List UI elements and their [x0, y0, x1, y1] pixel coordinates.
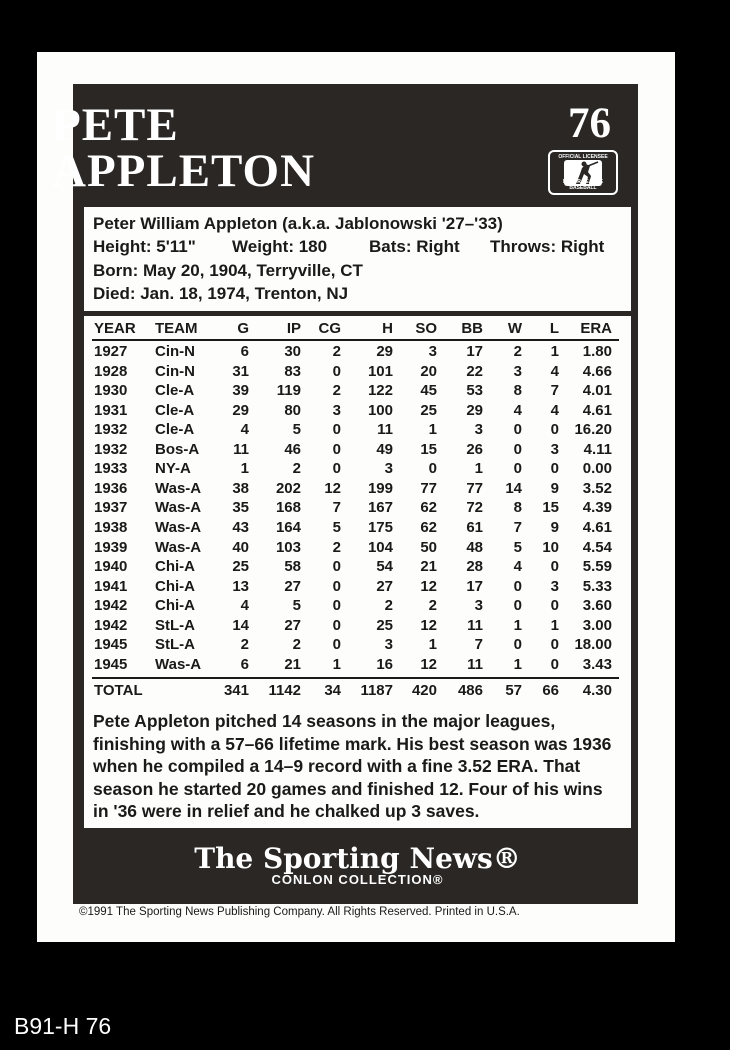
total-g: 341 [223, 682, 249, 699]
career-summary: Pete Appleton pitched 14 seasons in the major leagues, finishing with a 57–66 lifetime mark. His best season was 1936 when he compiled a 14–9 record with a fine 3.52 ERA. That season he started 20 games and finished 12. Four of his wins in '36 were in relief and he chalked up 3 saves. [93, 711, 612, 821]
cell-cg: 3 [332, 401, 341, 419]
cell-team: Cin-N [155, 343, 195, 360]
cell-g: 39 [232, 382, 249, 400]
header-team: TEAM [155, 320, 198, 337]
cell-cg: 2 [332, 382, 341, 400]
cell-h: 104 [367, 538, 393, 556]
cell-year: 1941 [94, 577, 128, 595]
cell-w: 0 [513, 421, 522, 439]
header-bb: BB [461, 320, 483, 337]
throws: Throws: Right [490, 237, 605, 256]
card-number: 76 [568, 100, 611, 147]
header-so: SO [415, 320, 437, 337]
cell-l: 1 [550, 343, 559, 360]
sporting-news-logo [84, 842, 631, 887]
cell-cg: 0 [332, 460, 341, 478]
cell-l: 9 [550, 479, 559, 497]
cell-w: 0 [513, 597, 522, 615]
cell-h: 122 [367, 382, 393, 400]
cell-cg: 0 [332, 636, 341, 654]
cell-ip: 58 [284, 558, 301, 576]
total-bb: 486 [457, 682, 483, 699]
born: Born: May 20, 1904, Terryville, CT [93, 261, 363, 280]
scan-label: B91-H 76 [14, 1013, 112, 1039]
cell-bb: 22 [466, 362, 483, 380]
cell-l: 0 [550, 558, 559, 576]
height: Height: 5'11" [93, 237, 196, 256]
cell-bb: 7 [474, 636, 483, 654]
cell-era: 18.00 [574, 636, 612, 654]
bio-info-box [84, 207, 631, 311]
cell-era: 4.66 [582, 362, 612, 380]
cell-so: 15 [420, 440, 437, 458]
cell-l: 0 [550, 636, 559, 654]
cell-cg: 2 [332, 538, 341, 556]
cell-g: 25 [232, 558, 249, 576]
cell-ip: 5 [292, 597, 301, 615]
cell-w: 4 [513, 558, 522, 576]
cell-so: 12 [420, 616, 437, 634]
cell-so: 50 [420, 538, 437, 556]
cell-era: 3.60 [582, 597, 612, 615]
cell-w: 1 [513, 655, 522, 673]
cell-so: 25 [420, 401, 437, 419]
cell-team: Chi-A [155, 558, 195, 576]
cell-g: 43 [232, 518, 249, 536]
cell-ip: 27 [284, 616, 301, 634]
cell-ip: 164 [275, 518, 301, 536]
logo-top-text: OFFICIAL LICENSEE [558, 154, 608, 160]
cell-g: 40 [232, 538, 249, 556]
cell-ip: 30 [284, 343, 301, 360]
cell-l: 7 [550, 382, 559, 400]
cell-so: 0 [428, 460, 437, 478]
cell-so: 20 [420, 362, 437, 380]
header-cg: CG [318, 320, 341, 337]
cell-h: 11 [377, 421, 393, 439]
cell-ip: 119 [276, 382, 301, 400]
cell-era: 5.33 [582, 577, 612, 595]
total-l: 66 [542, 682, 559, 699]
total-year: TOTAL [94, 682, 143, 699]
cell-bb: 77 [466, 479, 483, 497]
cell-cg: 0 [332, 616, 341, 634]
cell-year: 1927 [94, 343, 128, 360]
cell-h: 199 [367, 479, 393, 497]
total-era: 4.30 [582, 682, 612, 699]
cell-w: 5 [513, 538, 522, 556]
cell-w: 0 [513, 440, 522, 458]
cell-team: NY-A [155, 460, 191, 478]
cell-w: 8 [513, 499, 522, 517]
header-h: H [382, 320, 393, 337]
cell-cg: 0 [332, 577, 341, 595]
cell-year: 1940 [94, 558, 128, 576]
cell-era: 5.59 [582, 558, 612, 576]
player-first-name: PETE [52, 99, 179, 151]
cell-so: 1 [428, 636, 437, 654]
cell-year: 1932 [94, 440, 128, 458]
cell-w: 0 [513, 460, 522, 478]
cell-w: 0 [513, 636, 522, 654]
cell-h: 3 [384, 460, 393, 478]
cell-era: 3.52 [582, 479, 612, 497]
header-year: YEAR [94, 320, 136, 337]
cell-bb: 61 [466, 518, 483, 536]
brand-collection: CONLON COLLECTION® [271, 872, 444, 887]
full-name: Peter William Appleton (a.k.a. Jablonowski '27–'33) [93, 214, 503, 233]
cell-w: 3 [513, 362, 522, 380]
cell-h: 2 [384, 597, 393, 615]
cell-so: 3 [428, 343, 437, 360]
vitals-row [93, 237, 623, 259]
cell-h: 100 [367, 401, 393, 419]
cell-cg: 12 [324, 479, 341, 497]
cell-bb: 11 [467, 655, 483, 673]
cell-year: 1937 [94, 499, 128, 517]
cell-h: 49 [376, 440, 393, 458]
cell-h: 54 [376, 558, 393, 576]
cell-era: 16.20 [574, 421, 612, 439]
cell-bb: 28 [466, 558, 483, 576]
cell-ip: 168 [275, 499, 301, 517]
header-era: ERA [580, 320, 612, 337]
cell-so: 12 [420, 655, 437, 673]
total-so: 420 [411, 682, 437, 699]
cell-team: Was-A [155, 538, 202, 556]
cell-bb: 29 [466, 401, 483, 419]
cell-g: 4 [240, 421, 249, 439]
cell-h: 27 [376, 577, 393, 595]
cell-cg: 2 [332, 343, 341, 360]
cell-cg: 0 [332, 440, 341, 458]
cell-cg: 0 [332, 597, 341, 615]
total-cg: 34 [324, 682, 341, 699]
cell-bb: 1 [474, 460, 483, 478]
cell-l: 10 [542, 538, 559, 556]
cell-w: 2 [513, 343, 522, 360]
cell-year: 1933 [94, 460, 128, 478]
cell-g: 6 [240, 655, 249, 673]
cell-l: 0 [550, 655, 559, 673]
cell-h: 3 [384, 636, 393, 654]
cell-g: 11 [233, 440, 249, 458]
cell-so: 77 [420, 479, 437, 497]
total-h: 1187 [360, 682, 393, 699]
cell-era: 3.43 [582, 655, 612, 673]
cell-g: 38 [232, 479, 249, 497]
cell-team: Cle-A [155, 421, 195, 439]
player-last-name: APPLETON [52, 145, 316, 197]
cell-team: Was-A [155, 518, 202, 536]
cell-l: 0 [550, 460, 559, 478]
header-g: G [237, 320, 249, 337]
cell-h: 101 [367, 362, 393, 380]
bats: Bats: Right [369, 237, 460, 256]
cell-cg: 7 [332, 499, 341, 517]
cell-ip: 27 [284, 577, 301, 595]
cell-era: 0.00 [582, 460, 612, 478]
cell-so: 45 [420, 382, 437, 400]
total-w: 57 [505, 682, 522, 699]
total-rule [92, 677, 619, 679]
cell-year: 1930 [94, 382, 128, 400]
cell-h: 29 [376, 343, 393, 360]
cell-team: Was-A [155, 655, 202, 673]
cell-so: 62 [420, 518, 437, 536]
cell-year: 1939 [94, 538, 128, 556]
header-rule [92, 339, 619, 341]
cell-bb: 48 [466, 538, 483, 556]
cell-g: 29 [232, 401, 249, 419]
cell-year: 1942 [94, 616, 128, 634]
cell-era: 4.39 [582, 499, 612, 517]
cell-team: Bos-A [155, 440, 200, 458]
weight: Weight: 180 [232, 237, 328, 256]
cell-l: 0 [550, 421, 559, 439]
cell-year: 1938 [94, 518, 128, 536]
cell-g: 13 [232, 577, 249, 595]
cell-w: 4 [513, 401, 522, 419]
cell-l: 4 [550, 401, 559, 419]
cell-era: 3.00 [582, 616, 612, 634]
cell-ip: 46 [284, 440, 301, 458]
cell-cg: 1 [332, 655, 341, 673]
cell-team: Chi-A [155, 577, 195, 595]
cell-team: StL-A [155, 616, 195, 634]
cell-ip: 80 [284, 401, 301, 419]
cell-team: Was-A [155, 499, 202, 517]
cell-ip: 5 [292, 421, 301, 439]
cell-g: 1 [240, 460, 249, 478]
cell-w: 14 [505, 479, 522, 497]
cell-h: 16 [376, 655, 393, 673]
cell-ip: 83 [284, 362, 301, 380]
logo-bottom-text: MAJOR LEAGUE BASEBALL [562, 179, 604, 191]
cell-h: 25 [376, 616, 393, 634]
cell-year: 1928 [94, 362, 128, 380]
cell-ip: 202 [275, 479, 301, 497]
cell-era: 4.61 [582, 518, 612, 536]
mlb-logo [548, 150, 618, 195]
cell-g: 35 [232, 499, 249, 517]
cell-h: 167 [367, 499, 393, 517]
cell-l: 3 [550, 440, 559, 458]
cell-year: 1945 [94, 636, 128, 654]
cell-w: 1 [513, 616, 522, 634]
cell-year: 1936 [94, 479, 128, 497]
cell-so: 1 [428, 421, 437, 439]
cell-bb: 17 [466, 577, 483, 595]
cell-era: 4.61 [582, 401, 612, 419]
cell-cg: 0 [332, 421, 341, 439]
cell-l: 0 [550, 597, 559, 615]
cell-year: 1942 [94, 597, 128, 615]
cell-so: 21 [420, 558, 437, 576]
brand-name: The Sporting News® [194, 842, 521, 875]
cell-bb: 26 [466, 440, 483, 458]
header-ip: IP [286, 320, 301, 337]
cell-g: 31 [232, 362, 249, 380]
cell-era: 4.11 [583, 440, 612, 458]
cell-ip: 103 [275, 538, 301, 556]
cell-bb: 72 [466, 499, 483, 517]
total-ip: 1142 [268, 682, 301, 699]
cell-ip: 2 [292, 460, 301, 478]
cell-era: 4.01 [582, 382, 612, 400]
cell-g: 4 [240, 597, 249, 615]
cell-bb: 17 [466, 343, 483, 360]
header-w: W [507, 320, 522, 337]
cell-l: 9 [550, 518, 559, 536]
cell-so: 12 [420, 577, 437, 595]
cell-year: 1931 [94, 401, 128, 419]
header-l: L [549, 320, 559, 337]
cell-g: 6 [240, 343, 249, 360]
cell-team: Chi-A [155, 597, 195, 615]
cell-cg: 0 [332, 558, 341, 576]
cell-so: 2 [428, 597, 437, 615]
cell-l: 3 [550, 577, 559, 595]
cell-cg: 5 [332, 518, 341, 536]
cell-w: 7 [513, 518, 522, 536]
cell-bb: 3 [474, 421, 483, 439]
cell-g: 2 [240, 636, 249, 654]
cell-so: 62 [420, 499, 437, 517]
cell-h: 175 [367, 518, 393, 536]
cell-l: 4 [550, 362, 559, 380]
cell-cg: 0 [332, 362, 341, 380]
cell-bb: 11 [467, 616, 483, 634]
died: Died: Jan. 18, 1974, Trenton, NJ [93, 284, 349, 303]
cell-w: 8 [513, 382, 522, 400]
cell-era: 1.80 [582, 343, 612, 360]
cell-team: Cin-N [155, 362, 195, 380]
cell-team: StL-A [155, 636, 195, 654]
cell-year: 1932 [94, 421, 128, 439]
cell-ip: 2 [292, 636, 301, 654]
cell-team: Cle-A [155, 382, 195, 400]
cell-bb: 53 [466, 382, 483, 400]
cell-g: 14 [232, 616, 249, 634]
cell-team: Cle-A [155, 401, 195, 419]
cell-ip: 21 [284, 655, 301, 673]
cell-w: 0 [513, 577, 522, 595]
cell-team: Was-A [155, 479, 202, 497]
cell-year: 1945 [94, 655, 128, 673]
cell-l: 1 [550, 616, 559, 634]
copyright: ©1991 The Sporting News Publishing Company. All Rights Reserved. Printed in U.S.A. [79, 906, 520, 918]
cell-era: 4.54 [582, 538, 612, 556]
cell-l: 15 [542, 499, 559, 517]
cell-bb: 3 [474, 597, 483, 615]
stats-box [84, 316, 631, 828]
